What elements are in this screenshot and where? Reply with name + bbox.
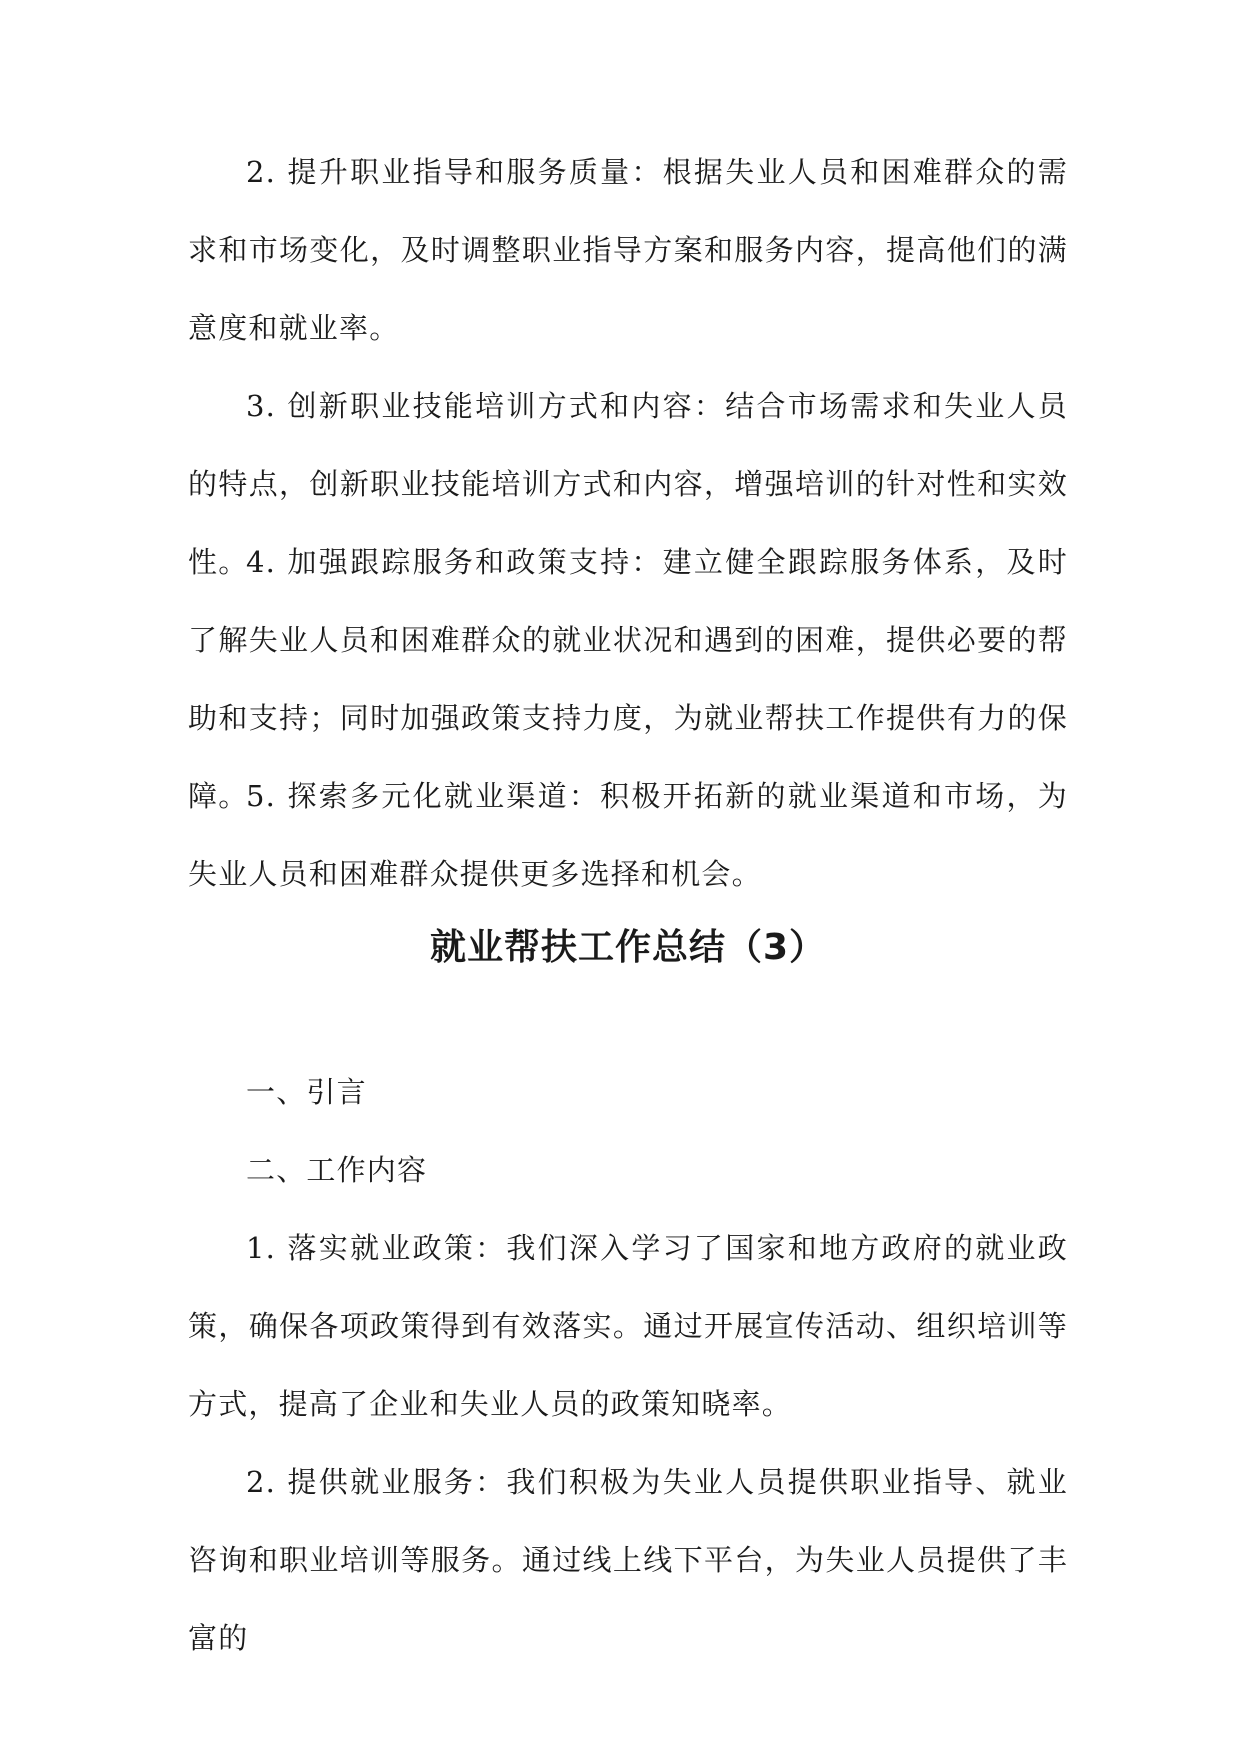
paragraph-item-2-service-quality: 2. 提升职业指导和服务质量：根据失业人员和困难群众的需求和市场变化，及时调整职业指导方案和服务内容，提高他们的满意度和就业率。 (188, 155, 1068, 345)
heading-introduction: 一、引言 (246, 1075, 367, 1109)
paragraph-item-2-employment-services: 2. 提供就业服务：我们积极为失业人员提供职业指导、就业咨询和职业培训等服务。通过线上线下平台，为失业人员提供了丰富的 (188, 1465, 1068, 1655)
paragraph-item-3-training-innovation: 3. 创新职业技能培训方式和内容：结合市场需求和失业人员的特点，创新职业技能培训方式和内容，增强培训的针对性和实效性。 (188, 389, 1068, 579)
paragraph-item-5-diverse-channels: 5. 探索多元化就业渠道：积极开拓新的就业渠道和市场，为失业人员和困难群众提供更多选择和机会。 (188, 779, 1068, 891)
paragraph-item-1-implement-policy: 1. 落实就业政策：我们深入学习了国家和地方政府的就业政策，确保各项政策得到有效落实。通过开展宣传活动、组织培训等方式，提高了企业和失业人员的政策知晓率。 (188, 1231, 1068, 1421)
paragraph-item-4-follow-up-support: 4. 加强跟踪服务和政策支持：建立健全跟踪服务体系，及时了解失业人员和困难群众的就业状况和遇到的困难，提供必要的帮助和支持；同时加强政策支持力度，为就业帮扶工作提供有力的保障。 (188, 545, 1068, 813)
section-title: 就业帮扶工作总结（3） (429, 927, 827, 968)
heading-work-content: 二、工作内容 (246, 1153, 428, 1187)
